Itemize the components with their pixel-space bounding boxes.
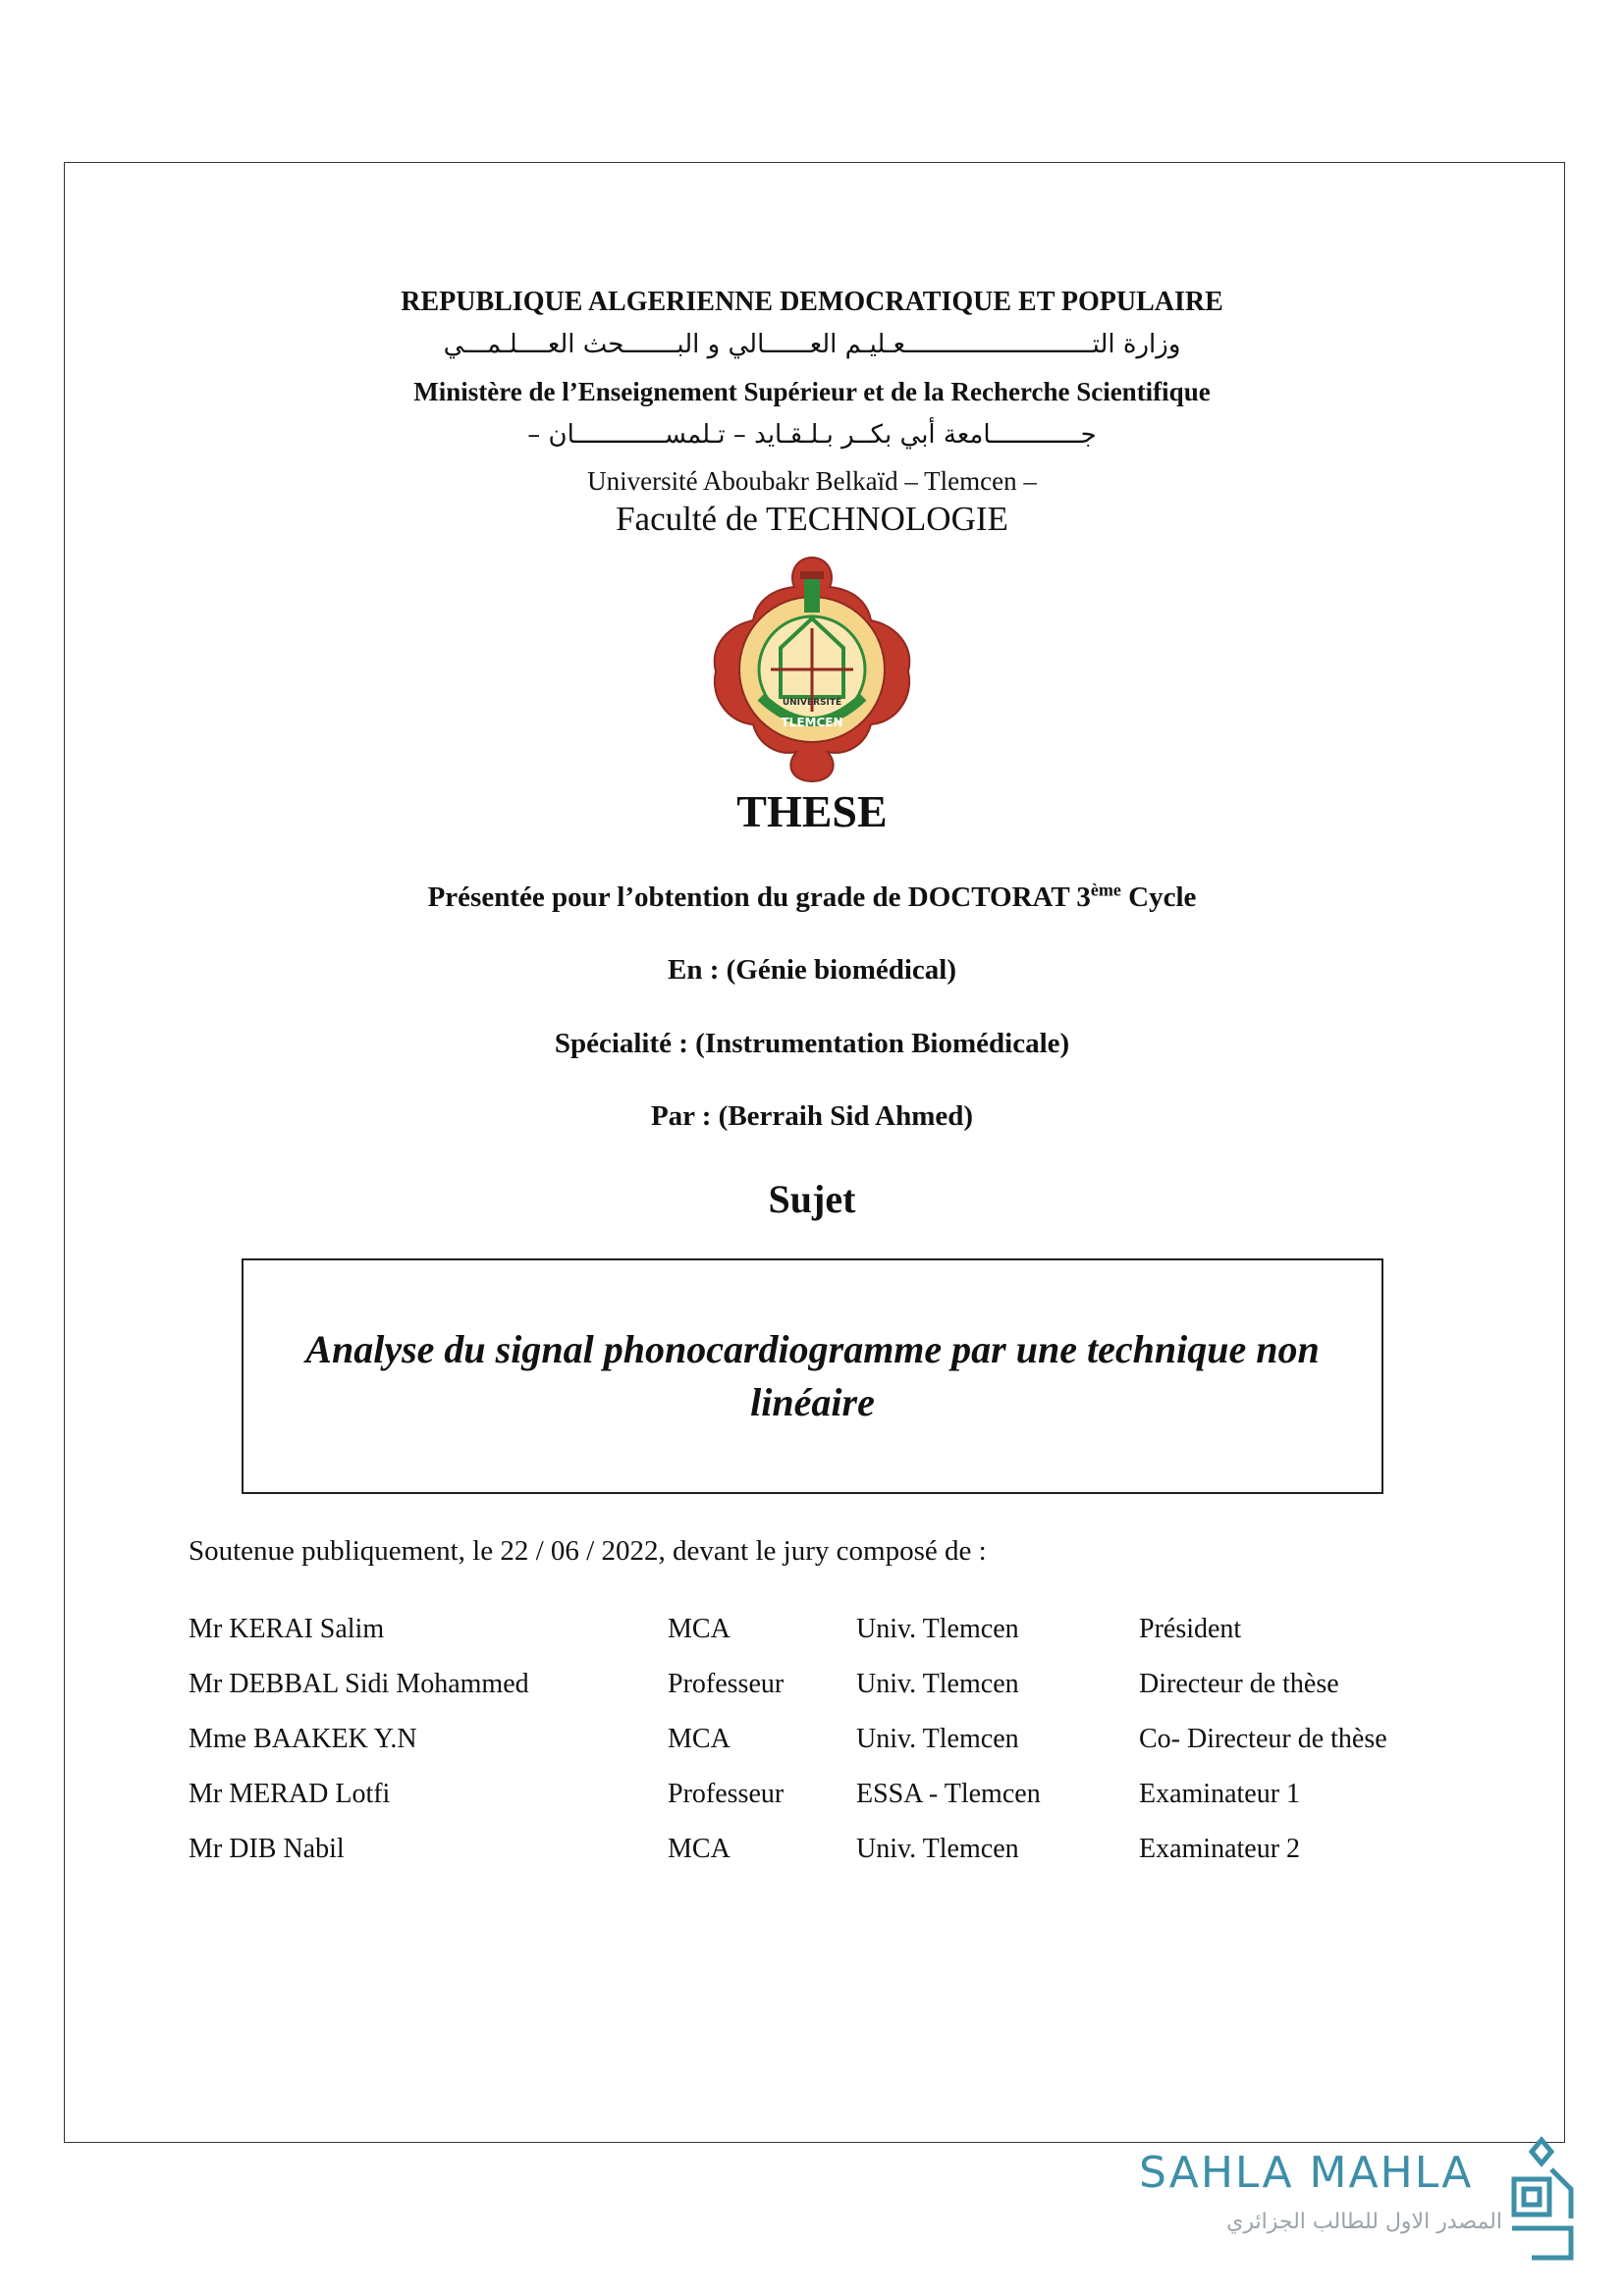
jury-grade: MCA <box>668 1724 731 1754</box>
jury-grade: MCA <box>668 1614 731 1644</box>
degree-line <box>0 881 1624 914</box>
university-french: Université Aboubakr Belkaïd – Tlemcen – <box>587 466 1037 496</box>
jury-row <box>189 1712 1453 1767</box>
jury-grade: Professeur <box>668 1779 785 1809</box>
university-logo <box>702 550 922 785</box>
jury-institution: Univ. Tlemcen <box>856 1834 1019 1864</box>
degree-prefix: Présentée pour l’obtention du grade de DOCTORAT 3 <box>427 881 1091 913</box>
jury-table <box>189 1602 1453 1877</box>
jury-table-body <box>189 1602 1453 1877</box>
jury-row <box>189 1657 1453 1712</box>
ministry-french: Ministère de l’Enseignement Supérieur et de la Recherche Scientifique <box>413 377 1211 406</box>
jury-name: Mr DIB Nabil <box>189 1834 345 1864</box>
logo-text-universite: UNIVERSITÉ <box>782 698 842 708</box>
jury-name: Mr DEBBAL Sidi Mohammed <box>189 1669 529 1699</box>
sahla-mahla-watermark <box>1139 2130 1591 2277</box>
jury-role: Co- Directeur de thèse <box>1139 1724 1387 1754</box>
defense-statement: Soutenue publiquement, le 22 / 06 / 2022, devant le jury composé de : <box>189 1535 987 1567</box>
domain-line: En : (Génie biomédical) <box>667 954 956 986</box>
university-arabic: جــــــــــــامعة أبي بكــر بـلـقـايد – تـلمســــــــــــان – <box>527 420 1097 450</box>
subject-title: Analyse du signal phonocardiogramme par une technique non linéaire <box>305 1327 1320 1424</box>
jury-institution: Univ. Tlemcen <box>856 1669 1019 1699</box>
jury-role: Président <box>1139 1614 1242 1644</box>
jury-grade: Professeur <box>668 1669 785 1699</box>
logo-shape <box>715 558 910 781</box>
jury-name: Mr MERAD Lotfi <box>189 1779 391 1809</box>
thesis-title: THESE <box>736 786 888 836</box>
jury-role: Examinateur 1 <box>1139 1779 1301 1809</box>
jury-institution: Univ. Tlemcen <box>856 1614 1019 1644</box>
watermark-emblem-icon <box>1512 2140 1571 2258</box>
degree-suffix: Cycle <box>1120 881 1197 913</box>
author-line: Par : (Berraih Sid Ahmed) <box>650 1100 974 1132</box>
ministry-arabic: وزارة التـــــــــــــــــــــــــعـليـم العــــــالي و البـــــــحث العــــلـمـــي <box>443 330 1181 359</box>
subject-box <box>242 1258 1383 1494</box>
jury-name: Mme BAAKEK Y.N <box>189 1724 417 1754</box>
watermark-brand: SAHLA MAHLA <box>1139 2148 1474 2198</box>
jury-role: Examinateur 2 <box>1139 1834 1301 1864</box>
logo-text-city: TLEMCEN <box>781 716 843 729</box>
speciality-line: Spécialité : (Instrumentation Biomédicale) <box>554 1028 1070 1059</box>
jury-row <box>189 1602 1453 1657</box>
jury-row <box>189 1767 1453 1822</box>
jury-role: Directeur de thèse <box>1139 1669 1339 1699</box>
faculty-name: Faculté de TECHNOLOGIE <box>616 500 1008 538</box>
jury-name: Mr KERAI Salim <box>189 1614 385 1644</box>
republic-title: REPUBLIQUE ALGERIENNE DEMOCRATIQUE ET POPULAIRE <box>401 287 1223 317</box>
jury-institution: ESSA - Tlemcen <box>856 1779 1041 1809</box>
watermark-tagline: المصدر الاول للطالب الجزائري <box>1226 2210 1502 2234</box>
jury-row <box>189 1822 1453 1877</box>
degree-superscript: ème <box>1090 880 1121 900</box>
subject-heading: Sujet <box>768 1177 856 1221</box>
jury-institution: Univ. Tlemcen <box>856 1724 1019 1754</box>
jury-grade: MCA <box>668 1834 731 1864</box>
